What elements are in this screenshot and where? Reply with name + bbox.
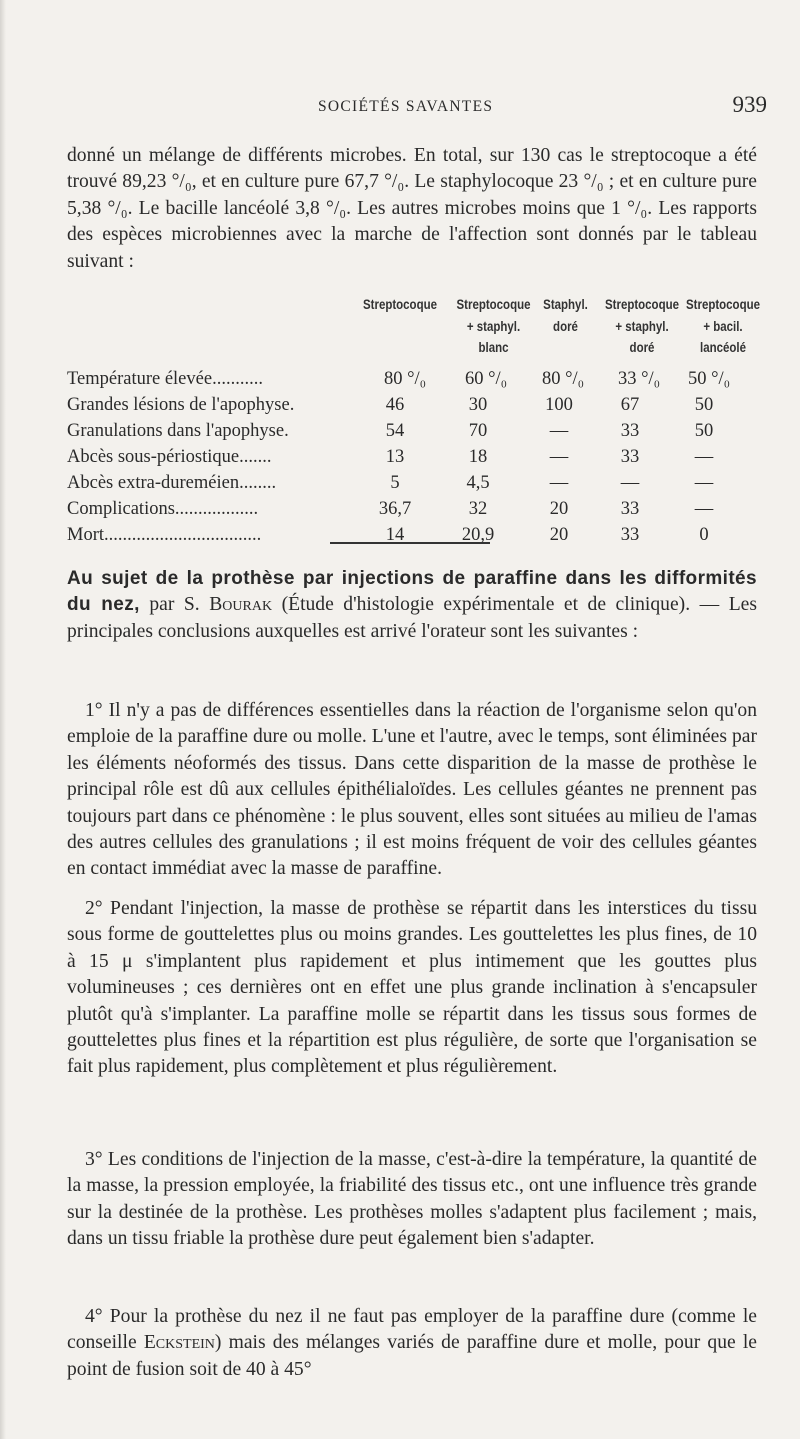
column-header-line: Streptocoque	[604, 296, 679, 312]
table-row	[67, 496, 767, 522]
table-cell: 67	[620, 395, 640, 415]
table-cell: 50	[694, 421, 714, 441]
article-intro-text: (Étude d'histologie expérimentale et de clinique). — Les principales conclusions auxquelles est arrivé l'orateur sont les suivantes :	[67, 594, 757, 642]
column-header-1	[359, 294, 441, 316]
table-cell: 13	[385, 447, 405, 467]
table-cell: 30	[468, 395, 488, 415]
table-cell: 20	[549, 499, 569, 519]
article-heading-continued: difformités du nez,	[67, 568, 757, 616]
column-header-line: doré	[553, 317, 578, 334]
section-divider	[330, 542, 490, 544]
column-header-line: Staphyl.	[543, 296, 588, 312]
row-label: Grandes lésions de l'apophyse.	[67, 395, 295, 415]
item4-text-end: ) mais des mélanges variés de paraffine dure et molle, pour que le point de fusion soit de 40 à 45°	[67, 1332, 757, 1380]
table-cell: 33	[620, 447, 640, 467]
table-cell: —	[549, 447, 569, 467]
column-header-line: doré	[629, 339, 655, 355]
table-cell: 100	[545, 395, 573, 415]
table-cell: 80 °/₀	[383, 369, 427, 389]
row-label: Température élevée...........	[67, 369, 263, 389]
table-cell: 50 °/₀	[687, 369, 731, 389]
column-header-line: Streptocoque	[685, 296, 760, 312]
table-row	[67, 444, 767, 470]
table-cell: 33	[620, 421, 640, 441]
page-number: 939	[732, 92, 767, 117]
table-cell: —	[694, 447, 714, 467]
row-label: Abcès extra-dureméien........	[67, 473, 277, 493]
table-cell: 36,7	[378, 499, 412, 519]
table-row	[67, 392, 767, 418]
conclusion-item-2: 2° Pendant l'injection, la masse de prothèse se répartit dans les interstices du tissu sous forme de gouttelettes plus ou moins grandes. Les gouttelettes les plus fines, de 10 à 15 μ s'implantent plus rapidement et plus intimement que les gouttes plus volumineuses ; ces dernières ont en effet une plus grande inclination à s'encapsuler plutôt qu'à s'implanter. La paraffine molle se répartit dans les tissus sous formes de gouttelettes plus fines et la répartition est plus régulière, de sorte que l'organisation se fait plus rapidement, plus complètement et plus régulièrement.	[67, 898, 757, 1078]
table-cell: —	[549, 421, 569, 441]
table-cell: 20	[549, 525, 569, 545]
column-header-line: + staphyl.	[466, 317, 521, 334]
table-cell: 46	[385, 395, 405, 415]
row-label: Abcès sous-périostique.......	[67, 447, 272, 467]
column-header-line: + staphyl.	[615, 317, 669, 334]
table-row	[67, 522, 767, 548]
column-header-line: + bacil.	[703, 317, 743, 334]
table-cell: 14	[385, 525, 405, 545]
row-label: Complications..................	[67, 499, 259, 519]
table-cell: 0	[699, 525, 709, 545]
running-head	[0, 92, 800, 126]
column-header-2	[450, 294, 536, 359]
column-header-line: Streptocoque	[362, 296, 437, 312]
article-heading: Au sujet de la prothèse par injections de paraffine dans les	[67, 568, 648, 589]
column-header-line: lancéolé	[700, 339, 746, 355]
column-header-line: blanc	[478, 339, 509, 355]
table-row	[67, 418, 767, 444]
table-cell: 70	[468, 421, 488, 441]
table-cell: 54	[385, 421, 405, 441]
table-cell: —	[694, 499, 714, 519]
conclusion-item-3: 3° Les conditions de l'injection de la masse, c'est-à-dire la température, la quantité de la masse, la pression employée, la friabilité des tissus etc., ont une influence très grande sur la destinée de la prothèse. Les prothèses molles s'adaptent plus facilement ; mais, dans un tissu friable la prothèse dure peut également bien s'adapter.	[67, 1149, 757, 1250]
row-label: Mort..................................	[67, 525, 262, 545]
conclusion-item-1: 1° Il n'y a pas de différences essentielles dans la réaction de l'organisme selon qu'on emploie de la paraffine dure ou molle. L'une et l'autre, avec le temps, sont éliminées par les éléments néoformés des tissus. Dans cette disparition de la masse de prothèse le principal rôle est dû aux cellules épithélialoïdes. Les cellules géantes ne prennent pas toujours part dans ce phénomène : le plus souvent, elles sont situées au milieu de l'amas des autres cellules des granulations ; il est moins fréquent de voir des cellules géantes en contact immédiat avec la masse de paraffine.	[67, 700, 757, 880]
column-header-3	[531, 294, 601, 337]
table-cell: —	[620, 473, 640, 493]
cited-author-name: Eckstein	[143, 1332, 215, 1354]
column-header-line: Streptocoque	[456, 296, 531, 312]
table-cell: 50	[694, 395, 714, 415]
page-edge-shadow	[0, 0, 6, 1439]
article-paragraph	[67, 566, 757, 645]
table-cell: 18	[468, 447, 488, 467]
table-cell: 33	[620, 499, 640, 519]
column-header-5	[678, 294, 768, 359]
table-cell: 5	[390, 473, 400, 493]
author-name: Bourak	[209, 594, 273, 616]
running-title: SOCIÉTÉS SAVANTES	[318, 98, 494, 115]
table-cell: —	[694, 473, 714, 493]
table-cell: 33 °/₀	[617, 369, 661, 389]
byline-prefix: par S.	[139, 594, 210, 616]
table-cell: 60 °/₀	[464, 369, 508, 389]
column-header-4	[597, 294, 687, 359]
table-cell: —	[549, 473, 569, 493]
item4-text: 4° Pour la prothèse du nez il ne faut pas employer de la paraffine dure (comme le conseille	[67, 1306, 757, 1354]
conclusion-item-4	[67, 1304, 757, 1383]
table-cell: 80 °/₀	[541, 369, 585, 389]
table-row	[67, 366, 767, 392]
table-cell: 33	[620, 525, 640, 545]
row-label: Granulations dans l'apophyse.	[67, 421, 289, 441]
intro-paragraph: donné un mélange de différents microbes. En total, sur 130 cas le streptocoque a été trouvé 89,23 °/₀, et en culture pure 67,7 °/₀. Le staphylocoque 23 °/₀ ; et en culture pure 5,38 °/₀. Le bacille lancéolé 3,8 °/₀. Les autres microbes moins que 1 °/₀. Les rapports des espèces microbiennes avec la marche de l'affection sont donnés par le tableau suivant :	[67, 145, 757, 272]
table-cell: 4,5	[466, 473, 490, 493]
table-cell: 32	[468, 499, 488, 519]
table-cell: 20,9	[461, 525, 495, 545]
table-row	[67, 470, 767, 496]
